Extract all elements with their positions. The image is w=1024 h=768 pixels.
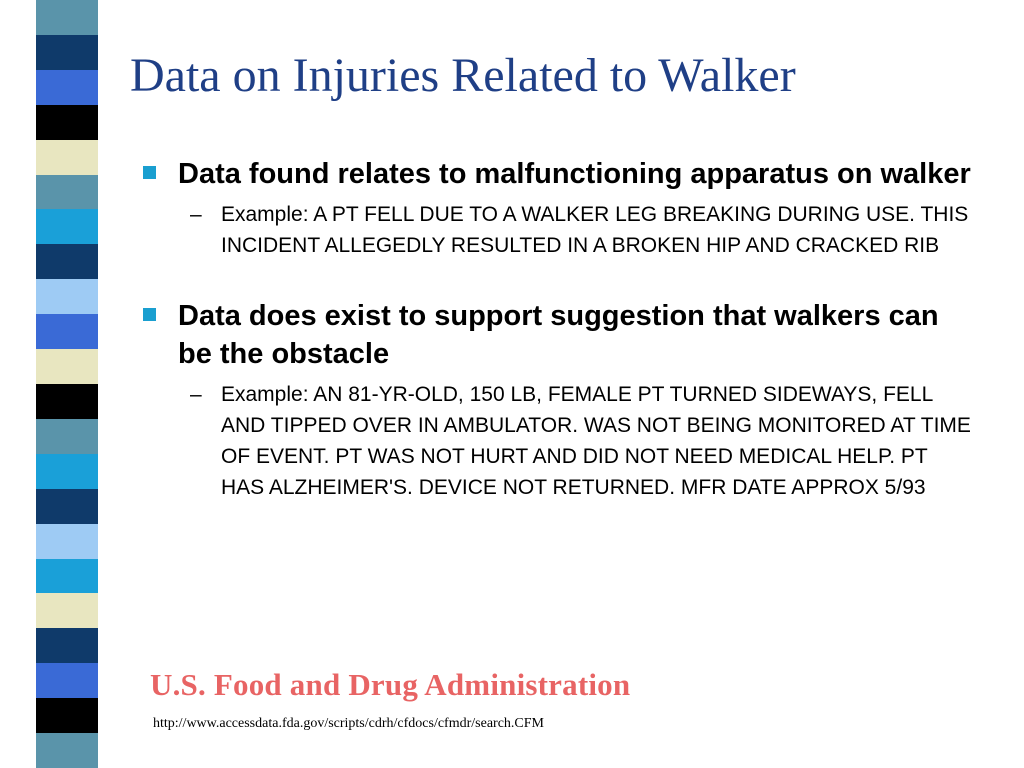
stripe-segment [36, 244, 98, 279]
bullet-item [143, 297, 973, 503]
bullet-text: Data does exist to support suggestion that walkers can be the obstacle [178, 300, 939, 370]
dash-icon: – [190, 203, 202, 226]
stripe-segment [36, 314, 98, 349]
slide-title: Data on Injuries Related to Walker [130, 49, 796, 102]
stripe-segment [36, 140, 98, 175]
stripe-segment [36, 454, 98, 489]
bullet-item [143, 155, 973, 261]
square-bullet-icon [143, 166, 156, 179]
stripe-segment [36, 698, 98, 733]
stripe-segment [36, 279, 98, 314]
stripe-segment [36, 384, 98, 419]
slide-content [143, 155, 973, 539]
stripe-segment [36, 489, 98, 524]
stripe-segment [36, 663, 98, 698]
source-url: http://www.accessdata.fda.gov/scripts/cdrh/cfdocs/cfmdr/search.CFM [153, 716, 544, 731]
sub-bullet-text: Example: A PT FELL DUE TO A WALKER LEG BREAKING DURING USE. THIS INCIDENT ALLEGEDLY RESULTED IN A BROKEN HIP AND CRACKED RIB [221, 203, 969, 257]
stripe-segment [36, 0, 98, 35]
stripe-segment [36, 524, 98, 559]
stripe-segment [36, 628, 98, 663]
fda-logo: U.S. Food and Drug Administration [150, 667, 631, 702]
dash-icon: – [190, 383, 202, 406]
stripe-segment [36, 419, 98, 454]
stripe-segment [36, 105, 98, 140]
stripe-segment [36, 559, 98, 594]
sub-bullet-item [190, 379, 973, 503]
stripe-segment [36, 733, 98, 768]
bullet-text: Data found relates to malfunctioning apparatus on walker [178, 158, 971, 190]
stripe-segment [36, 70, 98, 105]
stripe-segment [36, 593, 98, 628]
sub-bullet-text: Example: AN 81-YR-OLD, 150 LB, FEMALE PT TURNED SIDEWAYS, FELL AND TIPPED OVER IN AMBULATOR. WAS NOT BEING MONITORED AT TIME OF EVENT. PT WAS NOT HURT AND DID NOT NEED MEDICAL HELP. PT HAS ALZHEIMER'S. DEVICE NOT RETURNED. MFR DATE APPROX 5/93 [221, 383, 971, 499]
stripe-segment [36, 35, 98, 70]
square-bullet-icon [143, 308, 156, 321]
stripe-segment [36, 175, 98, 210]
stripe-segment [36, 349, 98, 384]
decorative-stripe-bar [36, 0, 98, 768]
stripe-segment [36, 209, 98, 244]
sub-bullet-item [190, 199, 973, 261]
